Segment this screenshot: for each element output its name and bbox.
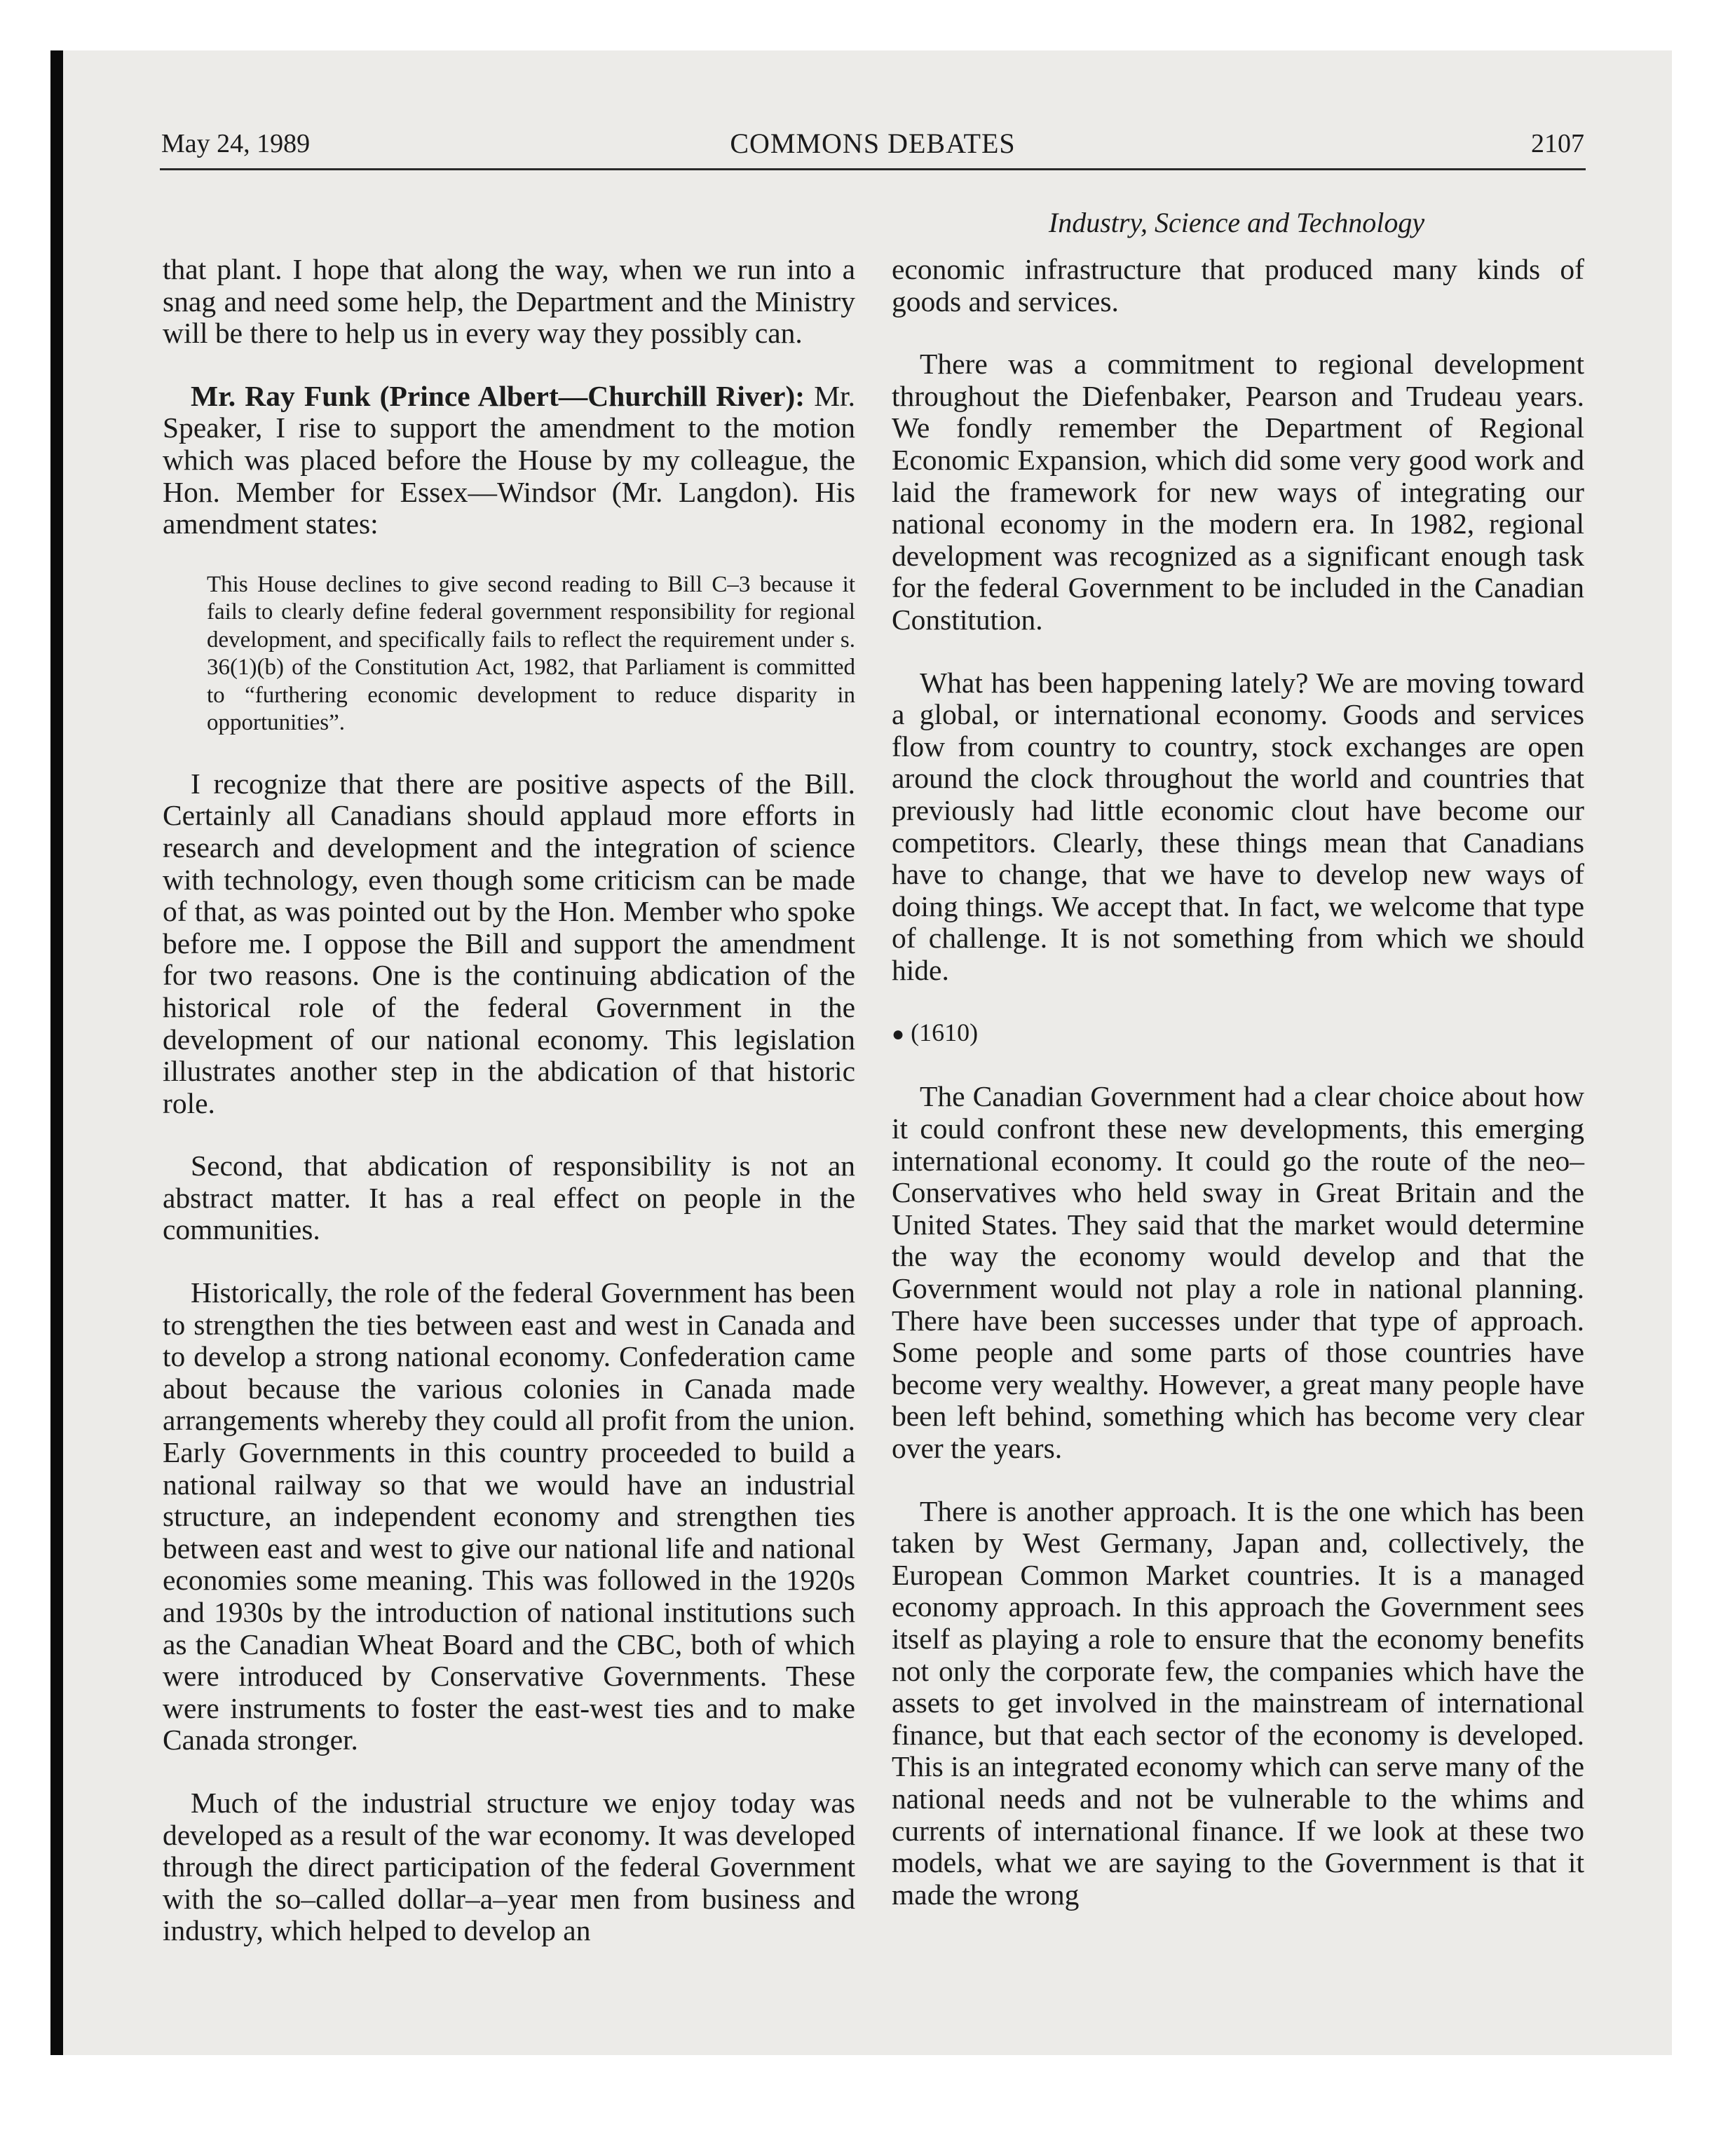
time-marker bbox=[892, 1017, 1584, 1050]
header-date: May 24, 1989 bbox=[161, 129, 311, 158]
block-quote: This House declines to give second reading to Bill C–3 because it fails to clearly define federal government responsibility for regional development, and specifically fails to reflect the requirement under s. 36(1)(b) of the Constitution Act, 1982, that Parliament is committed to “furthering economic development to reduce disparity in opportunities”. bbox=[207, 571, 855, 736]
left-column bbox=[163, 254, 855, 1978]
speaker-name: Mr. Ray Funk (Prince Albert—Churchill River): bbox=[191, 379, 805, 412]
paragraph: There was a commitment to regional development throughout the Diefenbaker, Pearson and Trudeau years. We fondly remember the Department of Regional Economic Expansion, which did some very good work and laid the framework for new ways of integrating our national economy in the modern era. In 1982, regional development was recognized as a significant enough task for the federal Government to be included in the Canadian Constitution. bbox=[892, 348, 1584, 636]
paragraph: There is another approach. It is the one which has been taken by West Germany, Japan and, collectively, the European Common Market countries. It is a managed economy approach. In this approach the Government sees itself as playing a role to ensure that the economy benefits not only the corporate few, the companies which have the assets to get involved in the mainstream of international finance, but that each sector of the economy is developed. This is an integrated economy which can serve many of the national needs and not be vulnerable to the whims and currents of international finance. If we look at these two models, what we are saying to the Government is that it made the wrong bbox=[892, 1494, 1584, 1911]
paragraph-text: Mr. Speaker, I rise to support the amendment to the motion which was placed before the House by my colleague, the Hon. Member for Essex—Windsor (Mr. Langdon). His amendment states: bbox=[163, 379, 855, 540]
paragraph: Second, that abdication of responsibility is not an abstract matter. It has a real effect on people in the communities. bbox=[163, 1149, 855, 1246]
header-title: COMMONS DEBATES bbox=[730, 128, 1016, 159]
paragraph: economic infrastructure that produced many kinds of goods and services. bbox=[892, 253, 1584, 318]
paragraph: What has been happening lately? We are moving toward a global, or international economy. Goods and services flow from country to country, stock exchanges are open around the clock throughout the world and countries that previously had little economic clout have become our competitors. Clearly, these things mean that Canadians have to change, that we have to develop new ways of doing things. We accept that. In fact, we welcome that type of challenge. It is not something from which we should hide. bbox=[892, 666, 1584, 986]
page-number: 2107 bbox=[1531, 129, 1584, 158]
paragraph: I recognize that there are positive aspects of the Bill. Certainly all Canadians should applaud more efforts in research and development and the integration of science with technology, even though some criticism can be made of that, as was pointed out by the Hon. Member who spoke before me. I oppose the Bill and support the amendment for two reasons. One is the continuing abdication of the historical role of the federal Government in the development of our national economy. This legislation illustrates another step in the abdication of that historic role. bbox=[163, 767, 855, 1119]
paragraph: Much of the industrial structure we enjoy today was developed as a result of the war economy. It was developed through the direct participation of the federal Government with the so–called dollar–a–year men from business and industry, which helped to develop an bbox=[163, 1786, 855, 1947]
right-column bbox=[892, 254, 1584, 1942]
time-marker-text: (1610) bbox=[911, 1018, 979, 1047]
paragraph: that plant. I hope that along the way, when we run into a snag and need some help, the Department and the Ministry will be there to help us in every way they possibly can. bbox=[163, 253, 855, 350]
running-head bbox=[161, 128, 1584, 170]
speaker-paragraph bbox=[163, 381, 855, 540]
section-heading: Industry, Science and Technology bbox=[1048, 207, 1425, 238]
bullet-icon: ● bbox=[892, 1023, 905, 1046]
paragraph: The Canadian Government had a clear choice about how it could confront these new developments, this emerging international economy. It could go the route of the neo–Conservatives who held sway in Great Britain and the United States. They said that the market would determine the way the economy would develop and that the Government would not play a role in national planning. There have been successes under that type of approach. Some people and some parts of those countries have become very wealthy. However, a great many people have been left behind, something which has become very clear over the years. bbox=[892, 1080, 1584, 1464]
paragraph: Historically, the role of the federal Government has been to strengthen the ties between east and west in Canada and to develop a strong national economy. Confederation came about because the various colonies in Canada made arrangements whereby they could all profit from the union. Early Governments in this country proceeded to build a national railway so that we would have an industrial structure, an independent economy and strengthen ties between east and west to give our national life and national economies some meaning. This was followed in the 1920s and 1930s by the introduction of national institutions such as the Canadian Wheat Board and the CBC, both of which were introduced by Conservative Governments. These were instruments to foster the east-west ties and to make Canada stronger. bbox=[163, 1276, 855, 1756]
header-rule bbox=[160, 168, 1586, 170]
scan-border bbox=[50, 50, 63, 2055]
